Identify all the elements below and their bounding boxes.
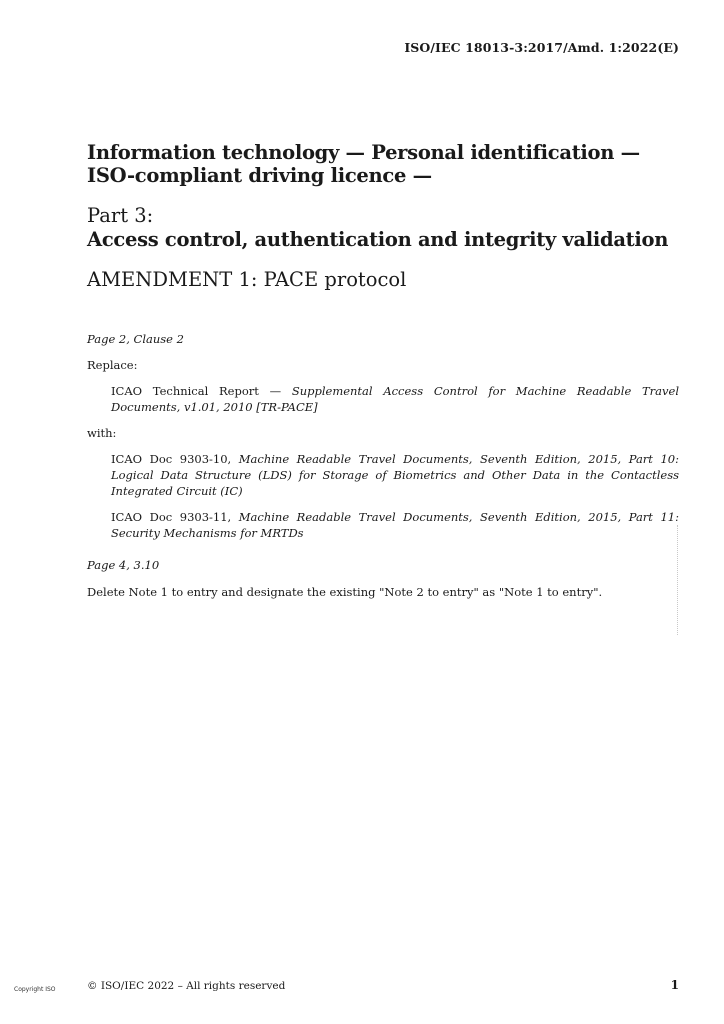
footer-copyright: © ISO/IEC 2022 – All rights reserved bbox=[87, 980, 286, 992]
amendment-section-2 bbox=[87, 557, 679, 600]
replacement-reference-1-italic: Machine Readable Travel Documents, Seventh Edition, 2015, Part 10: Logical Data Structure (LDS) for Storage of Biometrics and Other Data in the Contactless Integrated Circuit (IC) bbox=[111, 452, 679, 498]
amendment-title: AMENDMENT 1: PACE protocol bbox=[87, 268, 407, 291]
section-2-heading: Page 4, 3.10 bbox=[87, 558, 160, 572]
original-reference-plain: ICAO Technical Report — bbox=[111, 384, 292, 398]
amendment-section-1 bbox=[87, 331, 679, 541]
main-title: Information technology — Personal identification — ISO-compliant driving licence — bbox=[87, 141, 640, 187]
section-1-heading: Page 2, Clause 2 bbox=[87, 332, 184, 346]
part-title: Access control, authentication and integrity validation bbox=[87, 228, 669, 251]
replacement-reference-2-plain: ICAO Doc 9303-11, bbox=[111, 510, 239, 524]
replace-label: Replace: bbox=[87, 358, 138, 372]
document-reference: ISO/IEC 18013-3:2017/Amd. 1:2022(E) bbox=[404, 40, 679, 55]
margin-mark bbox=[677, 525, 684, 635]
original-reference-italic: Supplemental Access Control for Machine Readable Travel Documents, v1.01, 2010 [TR-PACE] bbox=[111, 384, 679, 414]
original-reference bbox=[87, 383, 679, 415]
replacement-reference-1-plain: ICAO Doc 9303-10, bbox=[111, 452, 239, 466]
replacement-reference-1 bbox=[87, 451, 679, 499]
replacement-reference-2 bbox=[87, 509, 679, 541]
part-label: Part 3: bbox=[87, 204, 154, 227]
page-number: 1 bbox=[670, 978, 679, 992]
title-block bbox=[87, 141, 687, 292]
replacement-reference-2-italic: Machine Readable Travel Documents, Seventh Edition, 2015, Part 11: Security Mechanisms for MRTDs bbox=[111, 510, 679, 540]
section-2-text: Delete Note 1 to entry and designate the existing "Note 2 to entry" as "Note 1 to entry". bbox=[87, 585, 603, 599]
side-copyright: Copyright ISO bbox=[14, 986, 56, 993]
with-label: with: bbox=[87, 426, 117, 440]
